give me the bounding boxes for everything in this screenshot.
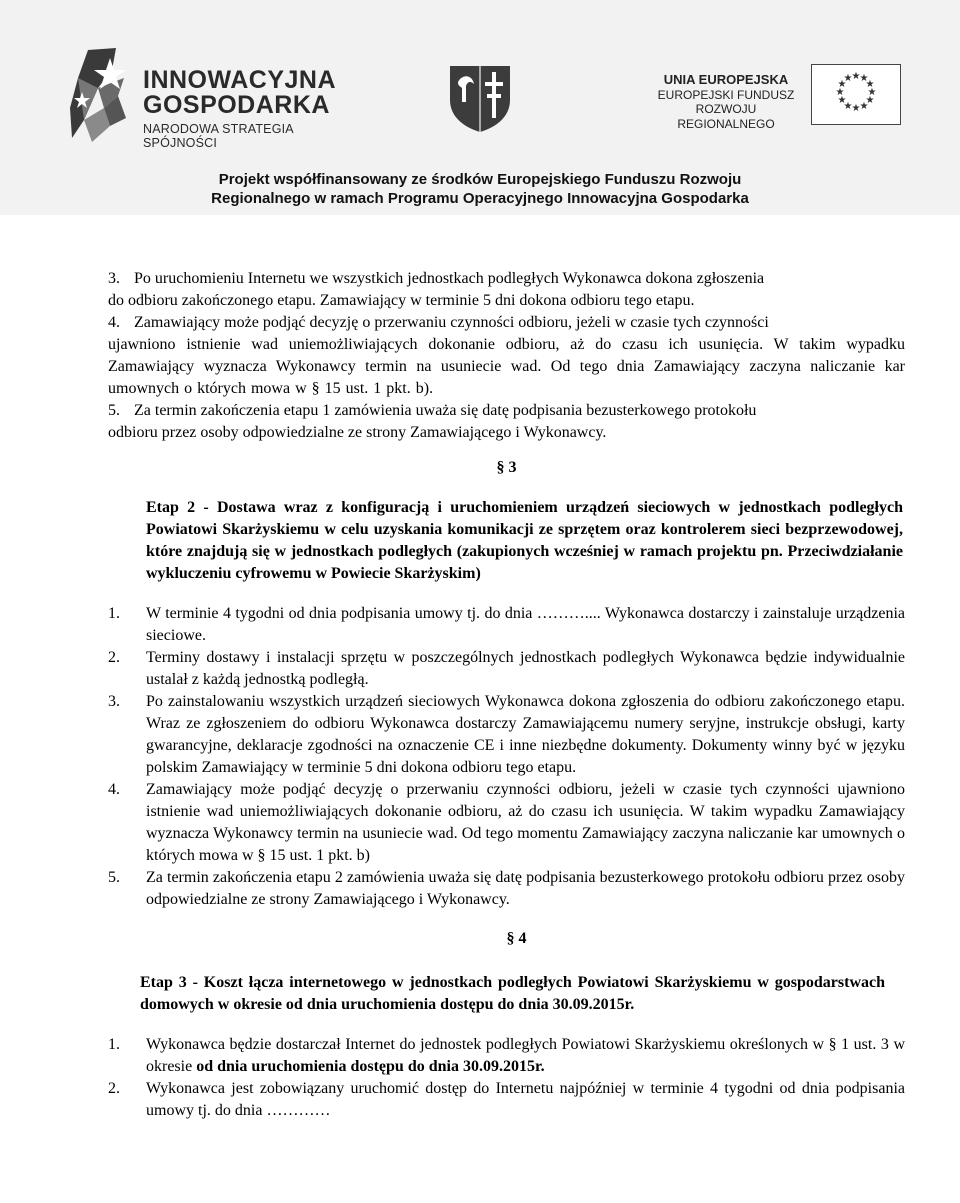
paragraph-sign-3: § 3 bbox=[496, 459, 517, 476]
logo-line-2: GOSPODARKA bbox=[143, 91, 330, 119]
svg-text:★: ★ bbox=[837, 79, 847, 90]
logo-text bbox=[143, 68, 368, 150]
list-item bbox=[108, 779, 905, 867]
item-text: Po uruchomieniu Internetu we wszystkich jednostkach podległych Wykonawca dokona zgłoszenia bbox=[134, 270, 765, 287]
item-continuation: ujawniono istnienie wad uniemożliwiających dokonanie odbioru, aż do czasu ich usunięcia. W takim wypadku Zamawiający wyznacza Wykonawcy termin na usuniecie wad. Od tego dnia Zamawiający zaczyna naliczanie kar umownych o których mowa w § 15 ust. 1 pkt. b). bbox=[108, 336, 905, 397]
section-3-list bbox=[108, 603, 905, 911]
list-item bbox=[108, 1078, 905, 1122]
item-continuation: odbioru przez osoby odpowiedzialne ze strony Zamawiającego i Wykonawcy. bbox=[108, 424, 607, 441]
svg-text:★: ★ bbox=[865, 79, 875, 90]
paragraph-sign-4: § 4 bbox=[506, 930, 527, 947]
svg-text:★: ★ bbox=[835, 87, 845, 98]
item-text: Zamawiający może podjąć decyzję o przerwaniu czynności odbioru, jeżeli w czasie tych czynności bbox=[134, 314, 769, 331]
svg-text:★: ★ bbox=[859, 73, 869, 84]
item-number: 5. bbox=[108, 402, 120, 419]
item-text: Terminy dostawy i instalacji sprzętu w poszczególnych jednostkach podległych Wykonawca będzie indywidualnie ustalał z każdą jednostką podległą. bbox=[146, 649, 905, 688]
item-number: 2. bbox=[108, 1080, 120, 1097]
list-item bbox=[108, 1034, 905, 1078]
list-item bbox=[108, 647, 905, 691]
section-4-list bbox=[108, 1034, 905, 1122]
section-heading-etap-3: Etap 3 - Koszt łącza internetowego w jednostkach podległych Powiatowi Skarżyskiemu w gospodarstwach domowych w okresie od dnia uruchomienia dostępu do dnia 30.09.2015r. bbox=[140, 974, 885, 1013]
coat-of-arms bbox=[448, 64, 512, 134]
item-number: 5. bbox=[108, 869, 120, 886]
eu-line-1: UNIA EUROPEJSKA bbox=[663, 72, 789, 87]
item-number: 4. bbox=[108, 314, 120, 331]
item-text: Po zainstalowaniu wszystkich urządzeń sieciowych Wykonawca dokona zgłoszenia do odbioru zakończonego etapu. Wraz ze zgłoszeniem do odbioru Wykonawca dostarczy Zamawiającemu numery seryjne, instrukcje obsługi, karty gwarancyjne, deklaracje zgodności na oznaczenie CE i inne niezbędne dokumenty. Dokumenty winny być w języku polskim Zamawiający w terminie 5 dni dokona odbioru tego etapu. bbox=[146, 693, 905, 776]
item-continuation: do odbioru zakończonego etapu. Zamawiający w terminie 5 dni dokona odbioru tego etapu. bbox=[108, 292, 695, 309]
item-text: Za termin zakończenia etapu 1 zamówienia uważa się datę podpisania bezusterkowego protokołu bbox=[134, 402, 757, 419]
list-item bbox=[108, 312, 905, 334]
item-number: 4. bbox=[108, 781, 120, 798]
item-number: 1. bbox=[108, 605, 120, 622]
section-2-end bbox=[108, 268, 905, 444]
item-text: Zamawiający może podjąć decyzję o przerwaniu czynności odbioru, jeżeli w czasie tych czynności ujawniono istnienie wad uniemożliwiających dokonanie odbioru, aż do czasu ich usunięcia. W takim wypadku Zamawiający wyznacza Wykonawcy termin na usuniecie wad. Od tego momentu Zamawiający zaczyna naliczanie kar umownych o których mowa w § 15 ust. 1 pkt. b) bbox=[146, 781, 905, 864]
svg-text:★: ★ bbox=[843, 73, 853, 84]
item-text: W terminie 4 tygodni od dnia podpisania umowy tj. do dnia ……….... Wykonawca dostarczy i zainstaluje urządzenia sieciowe. bbox=[146, 605, 905, 644]
innowacyjna-gospodarka-logo bbox=[68, 48, 368, 148]
eu-flag-icon bbox=[812, 65, 900, 124]
item-number: 2. bbox=[108, 649, 120, 666]
item-number: 3. bbox=[108, 693, 120, 710]
item-number: 3. bbox=[108, 270, 120, 287]
item-text bbox=[146, 1034, 905, 1078]
svg-text:★: ★ bbox=[867, 87, 877, 98]
section-heading-etap-2: Etap 2 - Dostawa wraz z konfiguracją i uruchomieniem urządzeń sieciowych w jednostkach podległych Powiatowi Skarżyskiemu w celu uzyskania komunikacji ze sprzętem oraz kontrolerem sieci bezprzewodowej, które znajdują się w jednostkach podległych (zakupionych wcześniej w ramach projektu pn. Przeciwdziałanie wykluczeniu cyfrowemu w Powiecie Skarżyskim) bbox=[146, 499, 903, 582]
list-item bbox=[108, 400, 905, 422]
item-text-bold: od dnia uruchomienia dostępu do dnia 30.09.2015r. bbox=[196, 1058, 545, 1075]
document-header bbox=[0, 0, 960, 215]
svg-text:★: ★ bbox=[837, 95, 847, 106]
item-text-regular: Wykonawca będzie dostarczał Internet do jednostek podległych Powiatowi Skarżyskiemu określonych w § 1 ust. 3 w okresie bbox=[146, 1036, 905, 1075]
innowacyjna-gospodarka-logo-icon bbox=[68, 48, 140, 148]
svg-text:★: ★ bbox=[851, 103, 861, 114]
eu-flag bbox=[811, 64, 901, 125]
document-body bbox=[108, 268, 905, 1122]
list-item bbox=[108, 867, 905, 911]
list-item bbox=[108, 691, 905, 779]
coat-of-arms-icon bbox=[448, 64, 512, 134]
eu-text bbox=[652, 73, 800, 131]
cofinancing-line-1: Projekt współfinansowany ze środków Europejskiego Funduszu Rozwoju bbox=[218, 171, 742, 188]
cofinancing-line-2: Regionalnego w ramach Programu Operacyjnego Innowacyjna Gospodarka bbox=[211, 190, 749, 207]
logo-line-1: INNOWACYJNA bbox=[143, 66, 337, 94]
item-text: Za termin zakończenia etapu 2 zamówienia uważa się datę podpisania bezusterkowego protokołu odbioru przez osoby odpowiedzialne ze strony Zamawiającego i Wykonawcy. bbox=[146, 869, 905, 908]
eu-line-3: ROZWOJU REGIONALNEGO bbox=[677, 102, 775, 131]
logo-line-3: NARODOWA STRATEGIA SPÓJNOŚCI bbox=[143, 122, 294, 150]
svg-text:★: ★ bbox=[851, 71, 861, 82]
item-number: 1. bbox=[108, 1036, 120, 1053]
item-text: Wykonawca jest zobowiązany uruchomić dostęp do Internetu najpóźniej w terminie 4 tygodni od dnia podpisania umowy tj. do dnia ………… bbox=[146, 1080, 905, 1119]
eu-line-2: EUROPEJSKI FUNDUSZ bbox=[657, 87, 795, 102]
list-item bbox=[108, 603, 905, 647]
cofinancing-note bbox=[0, 170, 960, 208]
svg-text:★: ★ bbox=[865, 95, 875, 106]
svg-text:★: ★ bbox=[859, 101, 869, 112]
svg-text:★: ★ bbox=[843, 101, 853, 112]
list-item bbox=[108, 268, 905, 290]
